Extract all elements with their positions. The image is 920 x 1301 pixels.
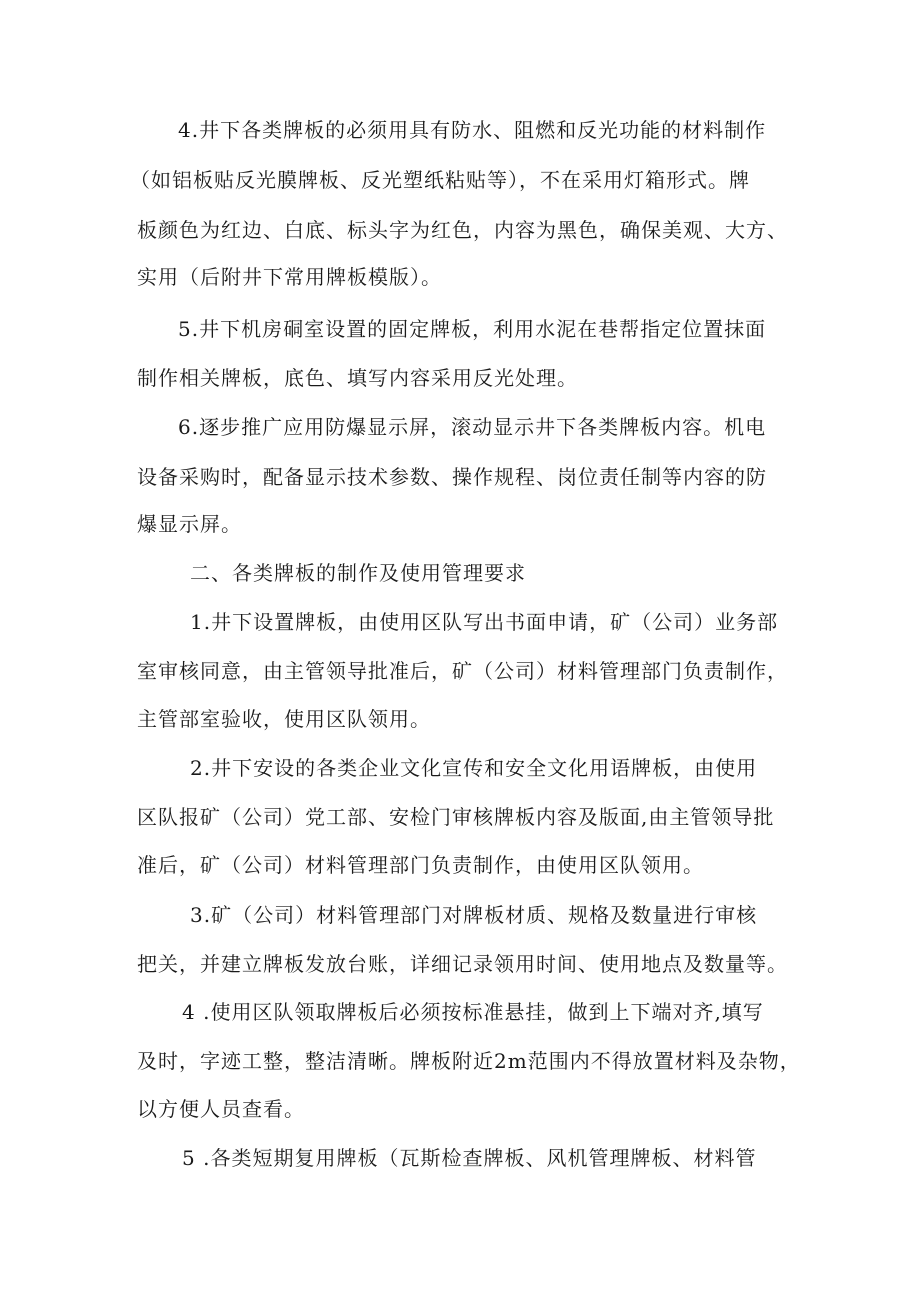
paragraph-6-line-3: 爆显示屏。 <box>137 512 242 536</box>
section-heading: 二、各类牌板的制作及使用管理要求 <box>190 561 526 585</box>
paragraph-4-line-2: （如铝板贴反光膜牌板、反光塑纸粘贴等），不在采用灯箱形式。牌 <box>130 168 750 192</box>
item-1-line-1: 1.井下设置牌板，由使用区队写出书面申请，矿（公司）业务部 <box>190 610 779 634</box>
paragraph-6-line-1: 6.逐步推广应用防爆显示屏，滚动显示井下各类牌板内容。机电 <box>178 415 767 439</box>
item-4-line-2: 及时，字迹工整，整洁清晰。牌板附近2m范围内不得放置材料及杂物， <box>137 1049 801 1073</box>
item-1-line-2: 室审核同意，由主管领导批准后，矿（公司）材料管理部门负责制作， <box>137 659 788 683</box>
paragraph-4-line-3: 板颜色为红边、白底、标头字为红色，内容为黑色，确保美观、大方、 <box>137 218 788 242</box>
paragraph-4-line-1: 4.井下各类牌板的必须用具有防水、阻燃和反光功能的材料制作 <box>178 118 767 142</box>
paragraph-4-line-4: 实用（后附井下常用牌板模版）。 <box>137 265 442 289</box>
item-3-line-2: 把关，并建立牌板发放台账，详细记录领用时间、使用地点及数量等。 <box>137 952 788 976</box>
item-2-line-1: 2.井下安设的各类企业文化宣传和安全文化用语牌板，由使用 <box>190 756 758 780</box>
item-4-line-3: 以方便人员查看。 <box>137 1097 305 1121</box>
item-3-line-1: 3.矿（公司）材料管理部门对牌板材质、规格及数量进行审核 <box>190 903 758 927</box>
paragraph-6-line-2: 设备采购时，配备显示技术参数、操作规程、岗位责任制等内容的防 <box>137 465 767 489</box>
item-2-line-2: 区队报矿（公司）党工部、安检门审核牌板内容及版面,由主管领导批 <box>137 805 775 829</box>
item-5-line-1: 5 .各类短期复用牌板（瓦斯检查牌板、风机管理牌板、材料管 <box>182 1146 757 1170</box>
item-1-line-3: 主管部室验收，使用区队领用。 <box>137 707 431 731</box>
paragraph-5-line-1: 5.井下机房硐室设置的固定牌板，利用水泥在巷帮指定位置抹面 <box>178 317 767 341</box>
item-4-line-1: 4 .使用区队领取牌板后必须按标准悬挂，做到上下端对齐,填写 <box>182 1000 764 1024</box>
paragraph-5-line-2: 制作相关牌板，底色、填写内容采用反光处理。 <box>137 366 578 390</box>
item-2-line-3: 准后，矿（公司）材料管理部门负责制作，由使用区队领用。 <box>137 853 704 877</box>
